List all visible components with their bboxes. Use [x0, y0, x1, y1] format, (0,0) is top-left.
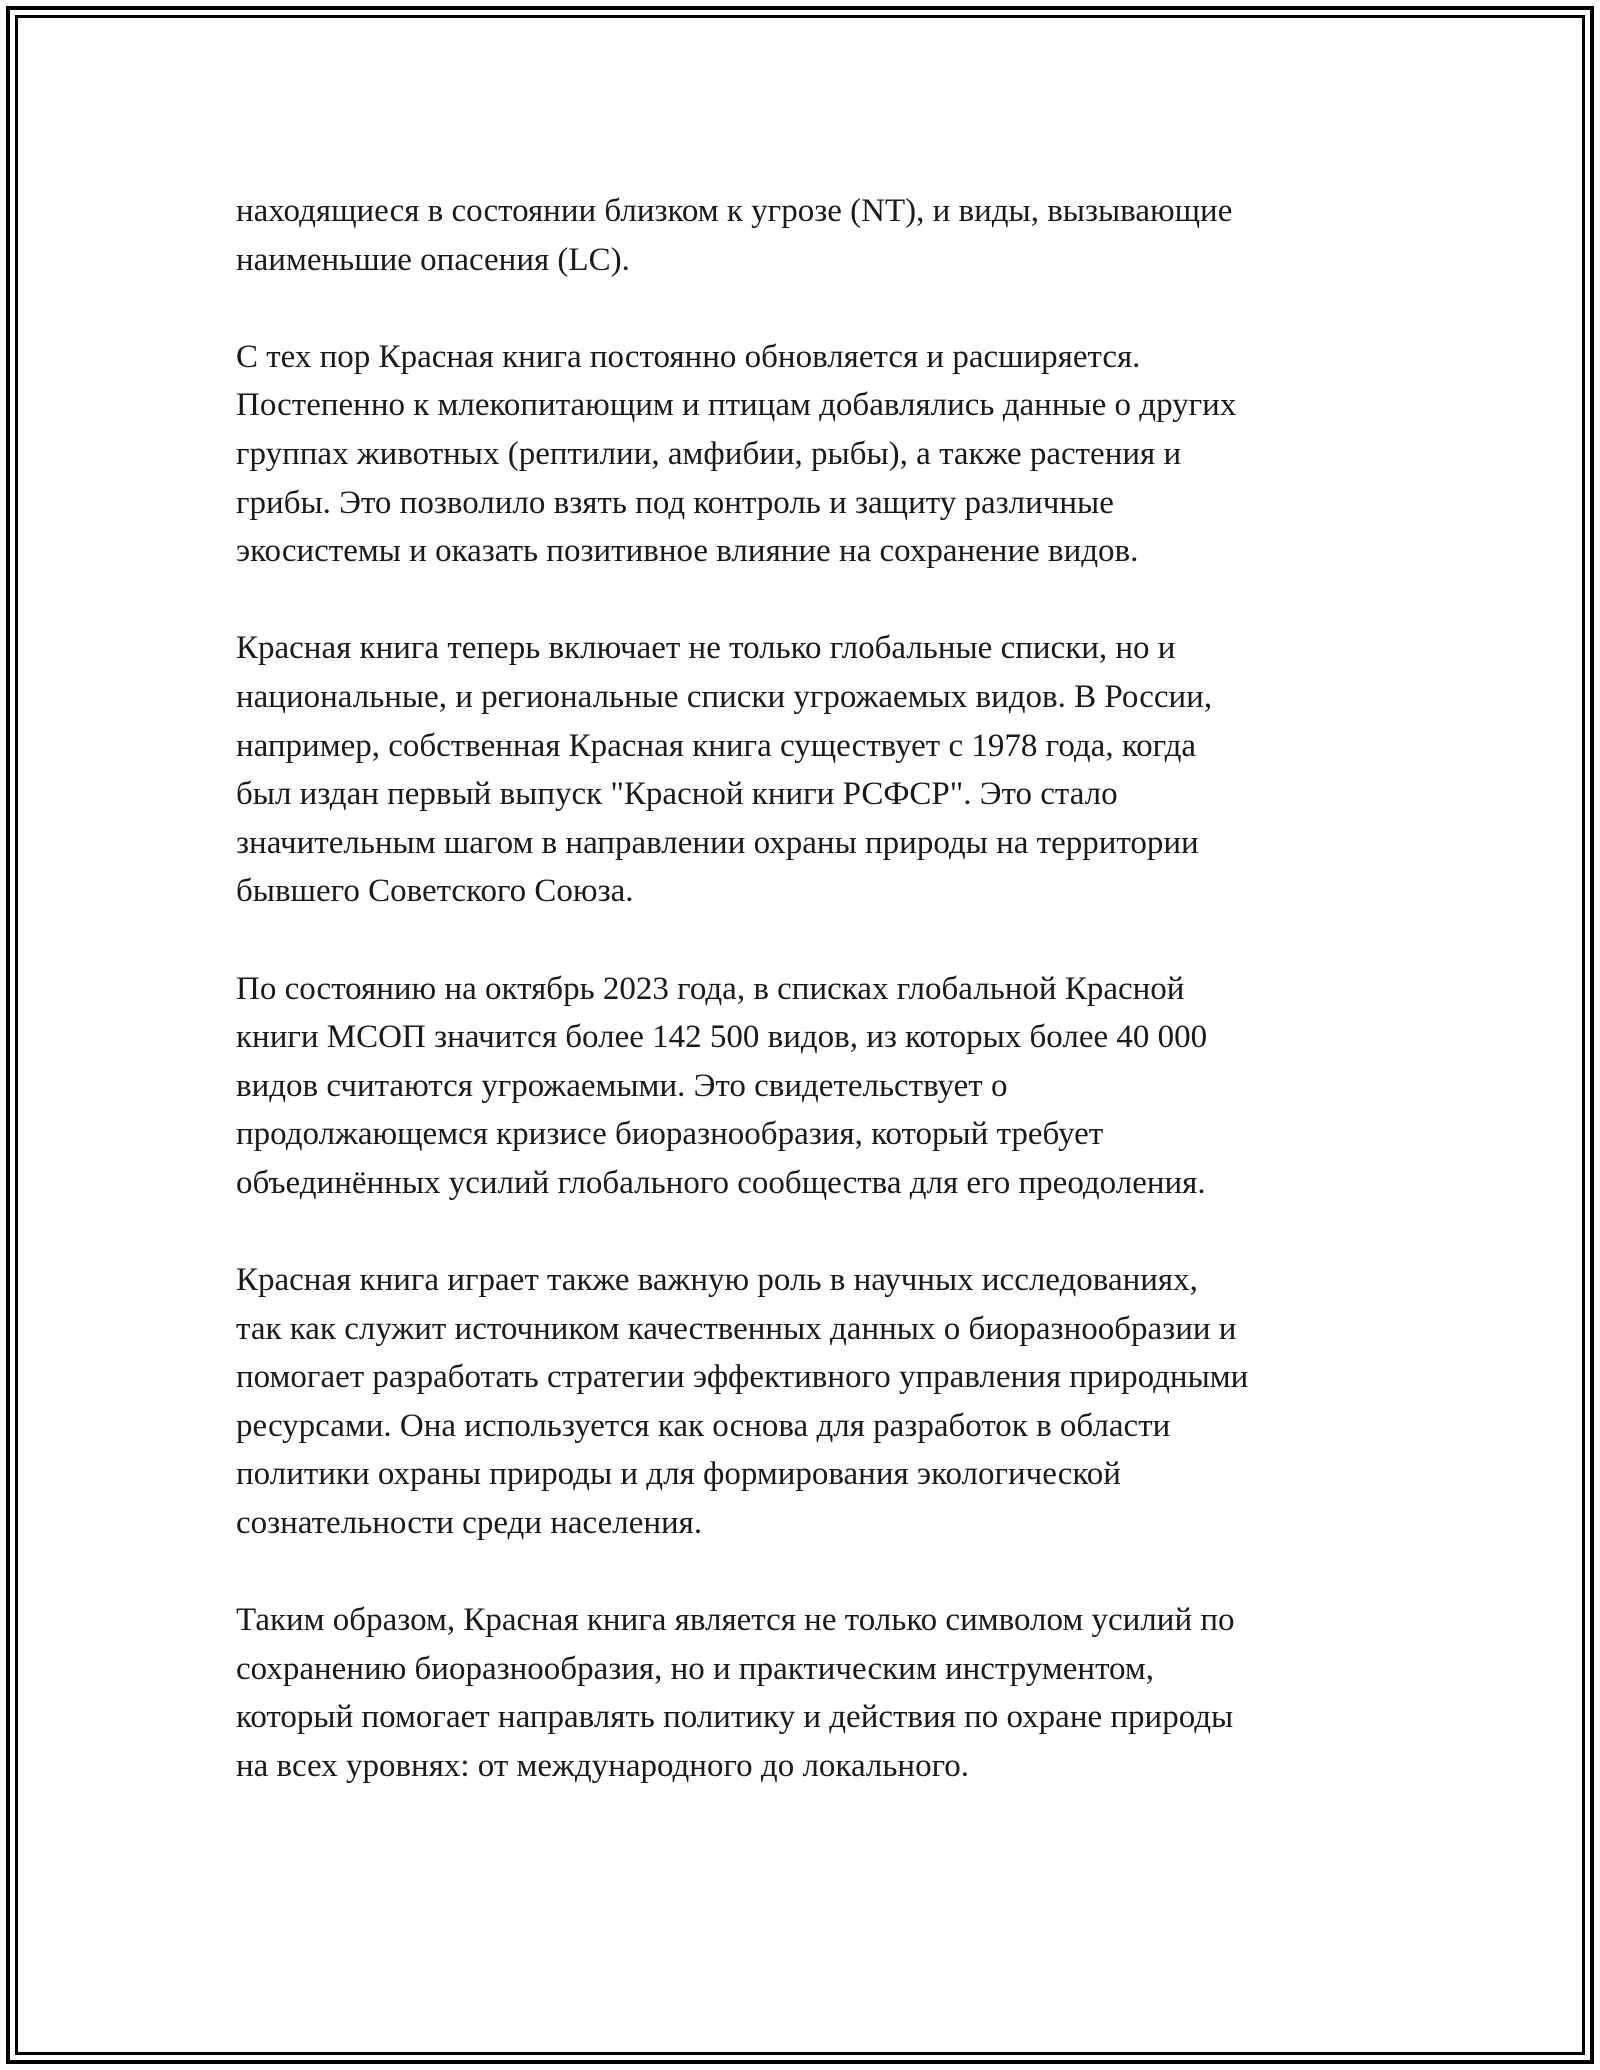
document-body — [236, 187, 1376, 1791]
paragraph-threat-categories: находящиеся в состоянии близком к угрозе (NT), и виды, вызывающие наименьшие опасения (LC). — [236, 193, 1233, 278]
paragraph-national-lists: Красная книга теперь включает не только глобальные списки, но и национальные, и региональные списки угрожаемых видов. В России, например, собственная Красная книга существует с 1978 года, когда был издан первый выпуск "Красной книги РСФСР". Это стало значительным шагом в направлении охраны природы на территории бывшего Советского Союза. — [236, 630, 1213, 910]
paragraph-research-role: Красная книга играет также важную роль в научных исследованиях, так как служит источником качественных данных о биоразнообразии и помогает разработать стратегии эффективного управления природными ресурсами. Она используется как основа для разработок в области политики охраны природы и для формирования экологической сознательности среди населения. — [236, 1262, 1249, 1542]
paragraph-statistics: По состоянию на октябрь 2023 года, в списках глобальной Красной книги МСОП значится более 142 500 видов, из которых более 40 000 видов считаются угрожаемыми. Это свидетельствует о продолжающемся кризисе биоразнообразия, который требует объединённых усилий глобального сообщества для его преодоления. — [236, 970, 1208, 1201]
paragraph-updates: С тех пор Красная книга постоянно обновляется и расширяется. Постепенно к млекопитающим и птицам добавлялись данные о других группах животных (рептилии, амфибии, рыбы), а также растения и грибы. Это позволило взять под контроль и защиту различные экосистемы и оказать позитивное влияние на сохранение видов. — [236, 338, 1237, 570]
paragraph-conclusion: Таким образом, Красная книга является не только символом усилий по сохранению биоразнообразия, но и практическим инструментом, который помогает направлять политику и действия по охране природы на всех уровнях: от международного до локального. — [236, 1602, 1235, 1784]
